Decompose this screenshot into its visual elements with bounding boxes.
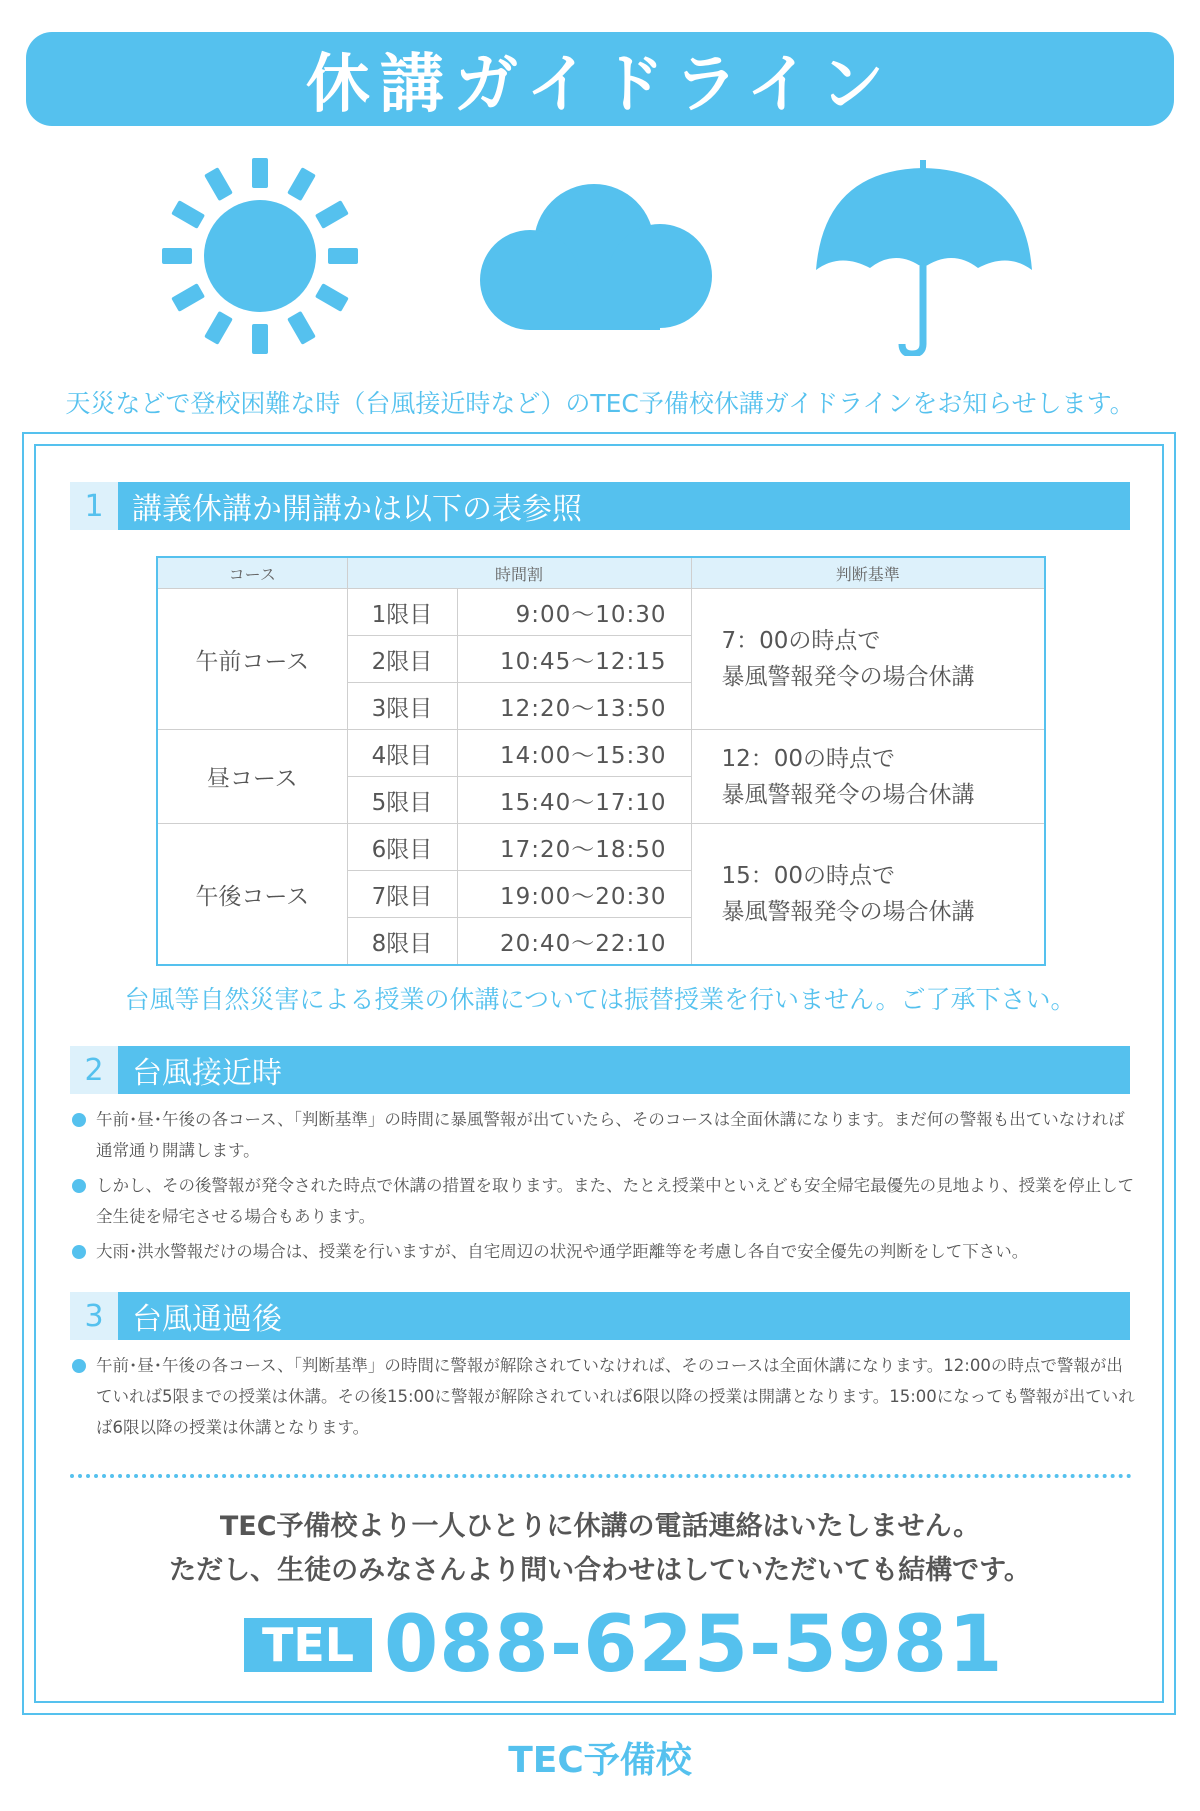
period-label: 7限目 bbox=[347, 871, 457, 918]
section-3-list bbox=[72, 1350, 1136, 1447]
column-header-course: コース bbox=[157, 557, 347, 589]
table-header-row bbox=[157, 557, 1045, 589]
section-3-header bbox=[70, 1292, 1130, 1340]
cloud-icon bbox=[476, 180, 712, 330]
sun-icon bbox=[160, 156, 360, 356]
list-item-text: 午前･昼･午後の各コース、「判断基準」の時間に警報が解除されていなければ、そのコースは全面休講になります。12:00の時点で警報が出ていれば5限までの授業は休講。その後15:00に警報が解除されていれば6限以降の授業は開講となります。15:00になっても警報が出ていれば6限以降の授業は休講となります。 bbox=[96, 1356, 1135, 1437]
period-time: 17:20～18:50 bbox=[457, 824, 691, 871]
schedule-table bbox=[156, 556, 1046, 966]
tel-number[interactable]: 088-625-5981 bbox=[384, 1600, 1004, 1690]
table-row bbox=[157, 730, 1045, 777]
criteria-cell bbox=[691, 589, 1045, 730]
section-title: 台風通過後 bbox=[118, 1292, 1130, 1340]
column-header-timetable: 時間割 bbox=[347, 557, 691, 589]
section-2-list bbox=[72, 1104, 1136, 1271]
no-makeup-note: 台風等自然災害による授業の休講については振替授業を行いません。ご了承下さい。 bbox=[124, 985, 1076, 1014]
bullet-dot-icon bbox=[72, 1245, 86, 1259]
criteria-rule: 暴風警報発令の場合休講 bbox=[721, 781, 975, 808]
weather-icons bbox=[0, 150, 1200, 360]
course-name: 午前コース bbox=[157, 589, 347, 730]
period-label: 1限目 bbox=[347, 589, 457, 636]
table-row bbox=[157, 589, 1045, 636]
criteria-time: 15：00の時点で bbox=[721, 863, 896, 889]
section-number: 2 bbox=[70, 1046, 118, 1094]
list-item bbox=[72, 1104, 1136, 1166]
course-name: 午後コース bbox=[157, 824, 347, 966]
tel-label: TEL bbox=[244, 1618, 372, 1672]
section-title: 台風接近時 bbox=[118, 1046, 1130, 1094]
closing-line-1: TEC予備校より一人ひとりに休講の電話連絡はいたしません。 bbox=[219, 1511, 981, 1542]
period-time: 12:20～13:50 bbox=[457, 683, 691, 730]
criteria-time: 7：00の時点で bbox=[721, 628, 881, 654]
contact-phone bbox=[244, 1600, 1004, 1690]
criteria-time: 12：00の時点で bbox=[721, 745, 896, 772]
period-label: 4限目 bbox=[347, 730, 457, 777]
section-title: 講義休講か開講かは以下の表参照 bbox=[118, 482, 1130, 530]
period-label: 5限目 bbox=[347, 777, 457, 824]
criteria-rule: 暴風警報発令の場合休講 bbox=[721, 664, 975, 690]
page-title: 休講ガイドライン bbox=[305, 48, 895, 122]
footer-logo: TEC予備校 bbox=[508, 1740, 692, 1781]
list-item bbox=[72, 1236, 1136, 1267]
list-item-text: 大雨･洪水警報だけの場合は、授業を行いますが、自宅周辺の状況や通学距離等を考慮し各自で安全優先の判断をして下さい。 bbox=[96, 1242, 1029, 1261]
column-header-criteria: 判断基準 bbox=[691, 557, 1045, 589]
bullet-dot-icon bbox=[72, 1179, 86, 1193]
list-item-text: 午前･昼･午後の各コース、「判断基準」の時間に暴風警報が出ていたら、そのコースは全面休講になります。まだ何の警報も出ていなければ通常通り開講します。 bbox=[96, 1110, 1125, 1160]
intro-text: 天災などで登校困難な時（台風接近時など）のTEC予備校休講ガイドラインをお知らせします。 bbox=[65, 389, 1135, 418]
period-time: 19:00～20:30 bbox=[457, 871, 691, 918]
table-row bbox=[157, 824, 1045, 871]
list-item bbox=[72, 1170, 1136, 1232]
bullet-dot-icon bbox=[72, 1359, 86, 1373]
section-1-header bbox=[70, 482, 1130, 530]
period-time: 15:40～17:10 bbox=[457, 777, 691, 824]
period-label: 6限目 bbox=[347, 824, 457, 871]
section-number: 3 bbox=[70, 1292, 118, 1340]
section-number: 1 bbox=[70, 482, 118, 530]
criteria-cell bbox=[691, 824, 1045, 966]
list-item bbox=[72, 1350, 1136, 1443]
umbrella-icon bbox=[812, 160, 1036, 356]
period-time: 20:40～22:10 bbox=[457, 918, 691, 966]
bullet-dot-icon bbox=[72, 1113, 86, 1127]
list-item-text: しかし、その後警報が発令された時点で休講の措置を取ります。また、たとえ授業中といえども安全帰宅最優先の見地より、授業を停止して全生徒を帰宅させる場合もあります。 bbox=[96, 1176, 1135, 1226]
period-time: 9:00～10:30 bbox=[457, 589, 691, 636]
period-time: 14:00～15:30 bbox=[457, 730, 691, 777]
section-2-header bbox=[70, 1046, 1130, 1094]
criteria-cell bbox=[691, 730, 1045, 824]
closing-line-2: ただし、生徒のみなさんより問い合わせはしていただいても結構です。 bbox=[169, 1555, 1031, 1586]
period-label: 2限目 bbox=[347, 636, 457, 683]
period-label: 8限目 bbox=[347, 918, 457, 966]
period-time: 10:45～12:15 bbox=[457, 636, 691, 683]
title-banner bbox=[26, 32, 1174, 126]
dotted-divider bbox=[70, 1474, 1132, 1478]
period-label: 3限目 bbox=[347, 683, 457, 730]
criteria-rule: 暴風警報発令の場合休講 bbox=[721, 899, 975, 925]
course-name: 昼コース bbox=[157, 730, 347, 824]
